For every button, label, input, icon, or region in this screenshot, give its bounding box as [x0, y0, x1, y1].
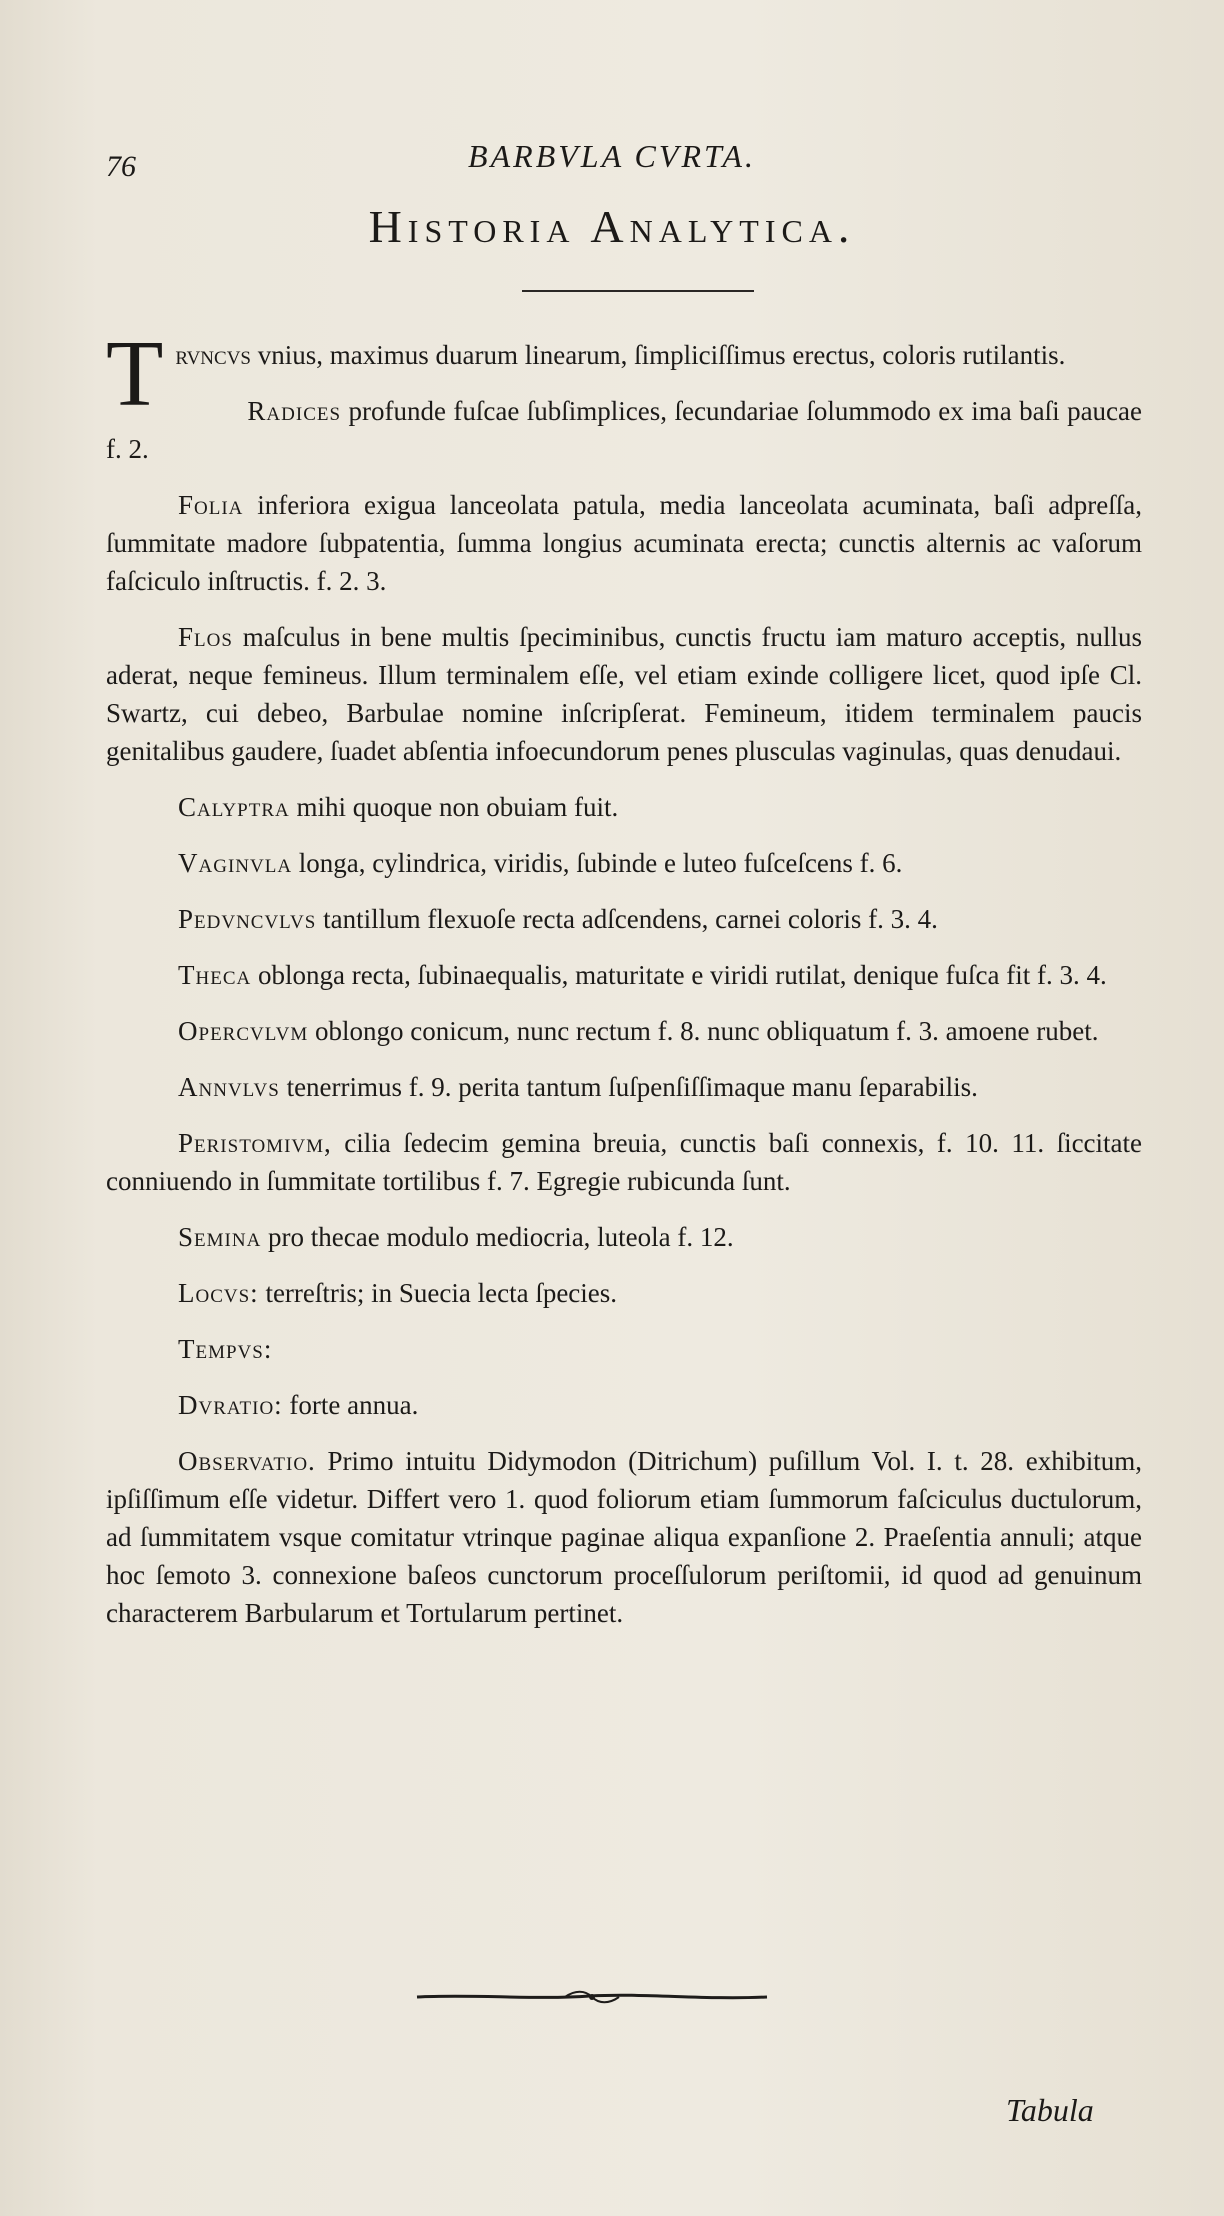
paragraph-lead: Flos: [178, 622, 233, 652]
paragraph-radices: [106, 392, 1142, 468]
paragraph-text: cilia ſedecim gemina breuia, cunctis baſi connexis, f. 10. 11. ſiccitate conniuendo in ſummitate tortilibus f. 7. Egregie rubicunda ſunt.: [106, 1128, 1143, 1196]
paragraph-text: forte annua.: [289, 1390, 419, 1420]
paragraph-text: tantillum flexuoſe recta adſcendens, carnei coloris f. 3. 4.: [323, 904, 938, 934]
paragraph-semina: [106, 1218, 1142, 1256]
paragraph-text: oblongo conicum, nunc rectum f. 8. nunc obliquatum f. 3. amoene rubet.: [314, 1016, 1099, 1046]
paragraph-lead: Semina: [178, 1222, 262, 1252]
running-head: BARBVLA CVRTA.: [468, 138, 756, 174]
paragraph-text: profunde fuſcae ſubſimplices, ſecundariae ſolummodo ex ima baſi paucae f. 2.: [106, 396, 1142, 464]
paragraph-lead: Theca: [178, 960, 252, 990]
paragraph-text: terreſtris; in Suecia lecta ſpecies.: [265, 1278, 618, 1308]
section-title: Historia Analytica.: [368, 201, 856, 252]
paragraph-operculum: [106, 1012, 1142, 1050]
paragraph-lead: Opercvlvm: [178, 1016, 309, 1046]
paragraph-text: inferiora exigua lanceolata patula, media lanceolata acuminata, baſi adpreſſa, ſummitate madore ſubpatentia, ſumma longius acuminata erecta; cunctis alternis ac vaſorum faſciculo inſtructis. f. 2. 3.: [106, 490, 1143, 596]
catchword: Tabula: [1006, 2092, 1094, 2128]
paragraph-lead: Vaginvla: [178, 848, 293, 878]
paragraph-peristomium: [106, 1124, 1142, 1200]
paragraph-folia: [106, 486, 1142, 600]
paragraph-lead: Tempvs:: [178, 1334, 273, 1364]
end-ornament: [415, 1988, 769, 2006]
paragraph-flos: [106, 618, 1142, 770]
paragraph-lead: Annvlvs: [178, 1072, 280, 1102]
paragraph-lead: Pedvncvlvs: [178, 904, 317, 934]
paragraph-lead: Peristomivm,: [178, 1128, 332, 1158]
paragraph-lead: rvncvs: [175, 340, 251, 370]
paragraph-observatio: [106, 1442, 1142, 1632]
body-text: [106, 322, 1143, 1650]
paragraph-pedunculus: [106, 900, 1142, 938]
paragraph-theca: [106, 956, 1142, 994]
paragraph-text: tenerrimus f. 9. perita tantum ſuſpenſiſſimaque manu ſeparabilis.: [286, 1072, 978, 1102]
title-rule: [522, 290, 754, 292]
paragraph-text: mihi quoque non obuiam fuit.: [296, 792, 619, 822]
paragraph-text: Primo intuitu Didymodon (Ditrichum) puſillum Vol. I. t. 28. exhibitum, ipſiſſimum eſſe videtur. Differt vero 1. quod foliorum etiam ſummorum faſciculus ductulorum, ad ſummitatem vsque comitatur vtrinque paginae aliqua expanſione 2. Praeſentia annuli; atque hoc ſemoto 3. connexione baſeos cunctorum proceſſulorum periſtomii, id quod ad genuinum characterem Barbularum et Tortularum pertinet.: [106, 1446, 1142, 1628]
paragraph-lead: Radices: [247, 396, 342, 426]
paragraph-text: pro thecae modulo mediocria, luteola f. 12.: [268, 1222, 734, 1252]
paragraph-text: vnius, maximus duarum linearum, ſimpliciſſimus erectus, coloris rutilantis.: [257, 340, 1066, 370]
paragraph-duratio: [106, 1386, 1142, 1424]
drop-cap: T: [106, 322, 164, 426]
paragraph-lead: Locvs:: [178, 1278, 259, 1308]
paragraph-tempus: [106, 1330, 1142, 1368]
paragraph-lead: Calyptra: [178, 792, 290, 822]
paragraph-text: maſculus in bene multis ſpeciminibus, cunctis fructu iam maturo acceptis, nullus aderat, neque femineus. Illum terminalem eſſe, vel etiam exinde colligere licet, quod ipſe Cl. Swartz, cui debeo, Barbulae nomine inſcripſerat. Femineum, itidem terminalem paucis genitalibus gaudere, ſuadet abſentia infoecundorum penes plusculas vaginulas, quas denudaui.: [106, 622, 1142, 766]
paragraph-lead: Observatio.: [178, 1446, 316, 1476]
paragraph-calyptra: [106, 788, 1142, 826]
paragraph-text: longa, cylindrica, viridis, ſubinde e luteo fuſceſcens f. 6.: [298, 848, 903, 878]
paragraph-text: oblonga recta, ſubinaequalis, maturitate e viridi rutilat, denique fuſca fit f. 3. 4.: [257, 960, 1107, 990]
paragraph-vaginula: [106, 844, 1142, 882]
paragraph-annulus: [106, 1068, 1142, 1106]
paragraph-locus: [106, 1274, 1142, 1312]
paragraph-lead: Folia: [178, 490, 244, 520]
page-number: 76: [106, 150, 136, 183]
paragraph-lead: Dvratio:: [178, 1390, 283, 1420]
